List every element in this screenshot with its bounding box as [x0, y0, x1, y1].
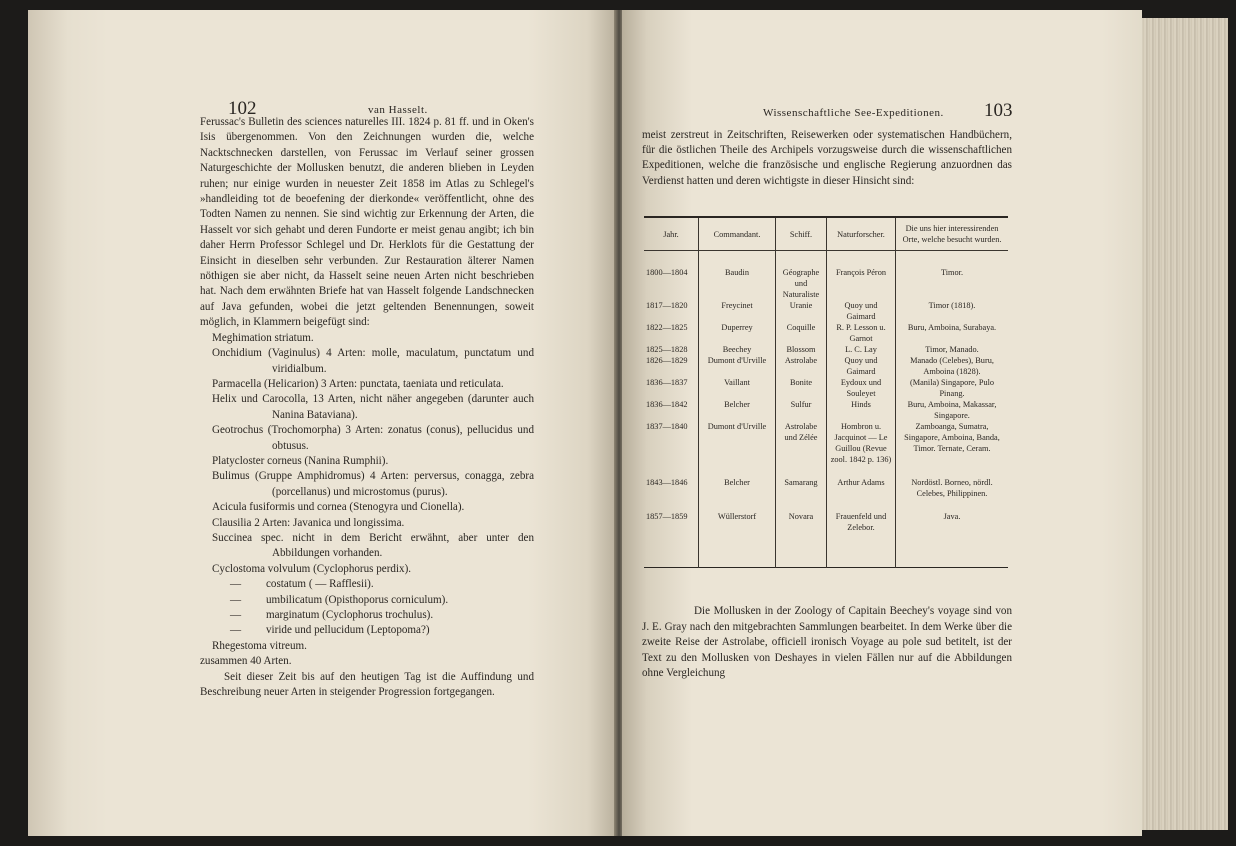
table-cell: Dumont d'Urville	[699, 421, 776, 465]
intro-paragraph: meist zerstreut in Zeitschriften, Reisewerken oder systematischen Handbüchern, für die östlichen Theile des Archipels vorzugsweise durch die wissenschaftlichen Expeditionen, welche die französische und englische Regierung anzuordnen das Verdienst hatten und deren wichtigste in dieser Hinsicht sind:	[642, 129, 1012, 187]
right-intro-text	[642, 128, 1012, 189]
table-cell: 1817—1820	[644, 300, 699, 322]
table-cell: Bonite	[776, 377, 827, 399]
table-cell: Astrolabe	[776, 355, 827, 377]
left-paragraph	[200, 623, 534, 638]
table-cell: Timor (1818).	[896, 300, 1009, 322]
table-cell: Manado (Celebes), Buru, Amboina (1828).	[896, 355, 1009, 377]
header-commander: Commandant.	[699, 217, 776, 251]
table-cell: Arthur Adams	[827, 465, 896, 499]
table-row	[644, 399, 1008, 421]
page-edges	[1142, 18, 1228, 830]
table-cell: Beechey	[699, 344, 776, 355]
table-cell: 1843—1846	[644, 465, 699, 499]
left-paragraph: Parmacella (Helicarion) 3 Arten: punctata, taeniata und reticulata.	[212, 377, 504, 390]
left-paragraph: Meghimation striatum.	[212, 331, 314, 344]
table-cell: Vaillant	[699, 377, 776, 399]
table-cell: Buru, Amboina, Surabaya.	[896, 322, 1009, 344]
left-paragraph: Succinea spec. nicht in dem Bericht erwähnt, aber unter den Abbildungen vorhanden.	[212, 531, 534, 560]
left-paragraph: Platycloster corneus (Nanina Rumphii).	[212, 454, 389, 467]
table-cell: Belcher	[699, 399, 776, 421]
table-cell: R. P. Lesson u. Garnot	[827, 322, 896, 344]
paragraph-text: marginatum (Cyclophorus trochulus).	[266, 609, 434, 621]
left-paragraph: Helix und Carocolla, 13 Arten, nicht näher angegeben (darunter auch Nanina Bataviana).	[212, 393, 534, 421]
closing-paragraph: Die Mollusken in der Zoology of Capitain Beechey's voyage sind von J. E. Gray nach den mitgebrachten Sammlungen bearbeitet. In dem Werke über die zweite Reise der Astrolabe, officiell ironisch Voyage au pole sud betitelt, ist der Text zu den Mollusken von Deshayes in vielen Fällen nur auf die Abbildungen ohne Vergleichung	[642, 605, 1012, 679]
right-page-number: 103	[984, 100, 1013, 121]
table-cell: François Péron	[827, 251, 896, 301]
table-body	[644, 251, 1008, 568]
left-paragraph: Clausilia 2 Arten: Javanica und longissima.	[212, 516, 405, 529]
paragraph-text: umbilicatum (Opisthoporus corniculum).	[266, 593, 449, 606]
left-paragraph	[200, 608, 534, 623]
header-places: Die uns hier interessirenden Orte, welche besucht wurden.	[896, 217, 1009, 251]
paragraph-text: viride und pellucidum (Leptopoma?)	[266, 624, 430, 637]
table-cell: 1826—1829	[644, 355, 699, 377]
table-row	[644, 499, 1008, 568]
table-row	[644, 322, 1008, 344]
table-cell: Hinds	[827, 399, 896, 421]
left-paragraph: zusammen 40 Arten.	[200, 655, 292, 668]
table-cell: Astrolabe und Zélée	[776, 421, 827, 465]
left-paragraph: Ferussac's Bulletin des sciences naturelles III. 1824 p. 81 ff. und in Oken's Isis übergenommen. Von den Zeichnungen wurden die, welche Nacktschnecken darstellen, von Ferussac im Verlauf seiner grossen Naturgeschichte der Mollusken benutzt, die anderen blieben in Leyden ruhen; nur einige wurden in neuester Zeit 1858 im Atlas zu Schlegel's »handleiding tot de beoefening der dierkonde« veröffentlicht, ohne des Todten Namen zu nennen. Sie sind wichtig zur Erkennung der Arten, die Hasselt vor sich gehabt und deren Fundorte er meist genau angibt; ich bin daher Herrn Professor Schlegel und Dr. Herklots für die Gestattung der Einsicht in dieselben sehr verbunden. Zur Restauration älterer Namen nöthigen sie aber nicht, da Hasselt seine neuen Arten nicht beschrieben hat. Nach dem erwähnten Briefe hat van Hasselt folgende Landschnecken auf Java gefunden, wobei die jetzt geltenden Benennungen, soweit möglich, in Klammern beigefügt sind:	[200, 116, 534, 329]
table-cell: 1857—1859	[644, 499, 699, 568]
table-cell: Frauenfeld und Zelebor.	[827, 499, 896, 568]
table-cell: Blossom	[776, 344, 827, 355]
table-cell: L. C. Lay	[827, 344, 896, 355]
table-cell: 1800—1804	[644, 251, 699, 301]
table-cell: Baudin	[699, 251, 776, 301]
table-cell: Quoy und Gaimard	[827, 300, 896, 322]
table-cell: Eydoux und Souleyet	[827, 377, 896, 399]
table-cell: Wüllerstorf	[699, 499, 776, 568]
left-paragraph: Onchidium (Vaginulus) 4 Arten: molle, maculatum, punctatum und viridialbum.	[212, 347, 534, 375]
right-running-head: Wissenschaftliche See-Expeditionen.	[763, 107, 944, 119]
left-running-head: van Hasselt.	[368, 104, 428, 116]
left-paragraph	[200, 577, 534, 592]
table-cell: Zamboanga, Sumatra, Singapore, Amboina, Banda, Timor. Ternate, Ceram.	[896, 421, 1009, 465]
left-paragraph: Geotrochus (Trochomorpha) 3 Arten: zonatus (conus), pellucidus und obtusus.	[212, 424, 534, 452]
ditto-mark: —	[230, 624, 242, 637]
header-year: Jahr.	[644, 217, 699, 251]
table-cell: Coquille	[776, 322, 827, 344]
table-cell: Buru, Amboina, Makassar, Singapore.	[896, 399, 1009, 421]
ditto-mark: —	[230, 578, 242, 591]
table-cell: Belcher	[699, 465, 776, 499]
left-page-number: 102	[228, 98, 257, 119]
table-cell: 1836—1842	[644, 399, 699, 421]
left-paragraph: Seit dieser Zeit bis auf den heutigen Tag ist die Auffindung und Beschreibung neuer Arten in steigender Progression fortgegangen.	[200, 670, 534, 699]
ditto-mark: —	[230, 593, 242, 606]
table-cell: Nordöstl. Borneo, nördl. Celebes, Philippinen.	[896, 465, 1009, 499]
table-row	[644, 344, 1008, 355]
left-paragraph: Acicula fusiformis und cornea (Stenogyra und Cionella).	[212, 501, 465, 514]
table-row	[644, 421, 1008, 465]
header-naturalist: Naturforscher.	[827, 217, 896, 251]
table-cell: (Manila) Singapore, Pulo Pinang.	[896, 377, 1009, 399]
table-cell: Quoy und Gaimard	[827, 355, 896, 377]
table-cell: Sulfur	[776, 399, 827, 421]
left-paragraph: Cyclostoma volvulum (Cyclophorus perdix).	[212, 562, 412, 575]
table-cell: 1822—1825	[644, 322, 699, 344]
right-closing-text	[642, 604, 1012, 682]
table-row	[644, 377, 1008, 399]
left-paragraph: Rhegestoma vitreum.	[212, 639, 307, 652]
table-row	[644, 465, 1008, 499]
table-cell: Novara	[776, 499, 827, 568]
table-row	[644, 355, 1008, 377]
table-row	[644, 251, 1008, 301]
left-page-text	[200, 115, 534, 700]
table-cell: Timor, Manado.	[896, 344, 1009, 355]
table-cell: Uranie	[776, 300, 827, 322]
left-paragraph	[200, 593, 534, 608]
header-ship: Schiff.	[776, 217, 827, 251]
ditto-mark: —	[230, 609, 242, 621]
table-cell: Freycinet	[699, 300, 776, 322]
table-cell: Hombron u. Jacquinot — Le Guillou (Revue zool. 1842 p. 136)	[827, 421, 896, 465]
table-cell: Géographe und Naturaliste	[776, 251, 827, 301]
table-cell: 1837—1840	[644, 421, 699, 465]
table-cell: Samarang	[776, 465, 827, 499]
table-row	[644, 300, 1008, 322]
table-cell: Dumont d'Urville	[699, 355, 776, 377]
table-cell: 1825—1828	[644, 344, 699, 355]
table-cell: Timor.	[896, 251, 1009, 301]
table-cell: Duperrey	[699, 322, 776, 344]
left-paragraph: Bulimus (Gruppe Amphidromus) 4 Arten: perversus, conagga, zebra (porcellanus) und microstomus (purus).	[212, 470, 534, 498]
paragraph-text: costatum ( — Rafflesii).	[266, 578, 374, 591]
table-header-row	[644, 217, 1008, 251]
table-cell: 1836—1837	[644, 377, 699, 399]
expeditions-table	[644, 216, 1008, 568]
table-cell: Java.	[896, 499, 1009, 568]
